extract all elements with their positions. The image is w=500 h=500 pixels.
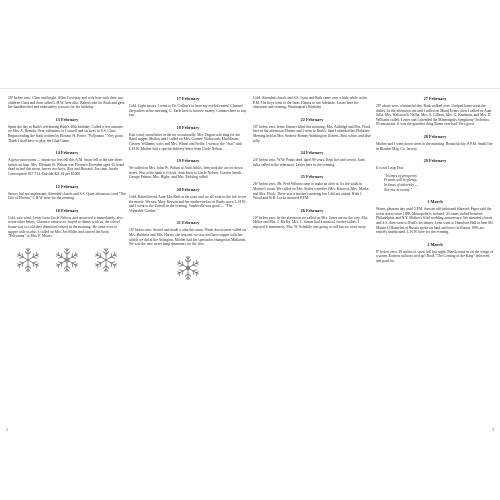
entry-body: It is not Leap Year. <box>376 166 404 171</box>
diary-entry <box>253 208 371 230</box>
entry-body: 24° below zero. W.W. Peaks died, aged 99 years. Kept fire and sewed. Aunt Julia called in the afternoon. Lester here in the evening. <box>253 158 365 167</box>
entry-date: 13 February <box>55 116 79 122</box>
entry-date: 20 February <box>176 186 200 192</box>
diary-entry <box>129 158 247 180</box>
diary-entry <box>129 96 247 118</box>
snowflake-icon <box>92 246 120 274</box>
entry-body: 28° below zero. Clear and bright. Allen Coventry and wife here with their two children Clara and Jean called L.H.W. here also. Baked cake for Ruth and gave her handkerchief and embroidery scissors for her birthday. <box>8 96 125 110</box>
entry-body: Mother and I went down street in the morning. Beautiful day. 8 P.M. Small fire in Blanket Mfg. Co. factory. <box>376 141 493 151</box>
diary-entry <box>376 199 494 235</box>
entry-body: Cold. Baked bread, Aunt Mrs Bath at the store and we all went to the fair to see the movie. We saw Mary Kerwin and her mother-in-law at Brady store. L.H.W. and I went to the Carroll in the evening. Vaudeville was good — "The Vegetable Garden." <box>129 194 247 213</box>
diary-entry <box>8 208 126 239</box>
diary-entry <box>253 96 371 110</box>
entry-body: 10° below zero. In the afternoon we called on Mrs. Jones across the way, Mrs. Miller and Mrs. J. Bielby. Mrs. L. Simon had a musical, twelve ladies, I enjoyed it immensely. Mrs. W. Schnible was going to call but we went away. <box>253 215 369 229</box>
entry-body: 16° below zero. Sewed and made a cake this noon. Water down street called on Mrs. Baldwin and Mrs. Harris, she insisted we stay and have supper with her, which we did at the Arlington. Mother had her spectacles changed at Midlands. We saw the new street lamp drummers for the first. <box>129 228 246 247</box>
diary-entry <box>376 96 494 127</box>
diary-entry <box>129 125 247 151</box>
diary-entry <box>253 117 371 143</box>
diary-entry <box>8 184 126 201</box>
column-2 <box>129 96 247 282</box>
entry-date: 24 February <box>300 150 324 156</box>
diary-entry <box>129 220 247 246</box>
entry-body: 26° below zero. Mr. Fred Wilson came to make an offer to fix the walls in Mother's room. We called on Mrs. Staley's mother (Mrs. Barrow), Mrs. Marks, and Mrs. Flack. There was a teacher's meeting but I did not attend. Ruth I. Wood and W.R. Locke married 8 P.M. <box>253 182 370 201</box>
entry-body: Warm, pleasant day until 5 P.M. then an old-fashioned blizzard. Paper said the worst storm since 1888. Metropolis is isolated, 23 trains stalled between Philadelphia and N.Y. Mother's 63rd wedding anniversary. We attended church and S.S. then went to Ruth's for dinner. Lynn went to Hamilton Hall to hear Mr. Martin Q Hanselus of Russia spoke on land and terror in Russia. 80% are entirely uneducated. L.H.W. here for the evening. <box>376 207 494 235</box>
entry-body: Cold. Attended church and S.S. Lynn and Ruth came over a little while in the P.M. The boys went to the farm. Elmira to see Adelaide. Lester here for afternoon and evening. Washington's Birthday <box>253 96 367 110</box>
entry-date: 27 February <box>423 96 447 101</box>
entry-body: Snowy but not unpleasant. Attended church and S.S. Quiet afternoon, read "The Life of Hoover" L.H.W. here for the evening. <box>8 191 126 201</box>
entry-date: 14 February <box>55 150 79 156</box>
entry-date: 2 March <box>427 241 443 247</box>
entry-body: 28° above zero, a beautiful day. Ruth walked over. I helped Irene wash the dishes. In the afternoon she and I called on Maud Evans, then I called on Aunt Julia. Mrs. Walsworth, Nellie, Mrs. A. Gilletts, Mrs. G. Kaufman, and Mrs. D. Williams called. Lester and I attended the Minneapolis Symphony Orchestra. 85 musicians. It was the grandest thing Rome ever had. Very good. <box>376 104 492 127</box>
diary-entry <box>8 150 126 176</box>
column-4 <box>376 96 494 270</box>
entry-date: 16 February <box>55 207 79 213</box>
snowflake-icon <box>174 254 202 282</box>
diary-entry <box>8 96 126 110</box>
diary-entry <box>376 134 494 151</box>
entry-date: 15 February <box>55 183 79 189</box>
diary-entry <box>376 158 494 192</box>
diary-entry <box>253 150 371 167</box>
entry-date: 26 February <box>300 207 324 213</box>
snowflake-icon <box>53 246 81 274</box>
page-top-rule <box>0 88 500 89</box>
column-3 <box>253 96 371 237</box>
page-number-left: 2 <box>6 427 8 432</box>
entry-body: A great snowstorm — about two feet fell this A.M. Snow fell at the rate three inches an hour. Mrs. Ellsman W. Wilson was Florence Errenden aged 43 found dead in bed this morn, leaves two boys, Roy and Howard. Tax time. Inside Conscription $17.714. Outside $21.34 per $1000 <box>8 158 125 176</box>
column-1 <box>8 96 126 274</box>
entry-body: We called on Mrs. John W. Wilson at Aunt Julia's, then took the car for down street. Was at the bank # o'clock. Sent letter to Uncle Nelson. Gordon Smith, George Palmer, Mrs. Higby, and Mrs. Fielding called. <box>129 166 243 180</box>
entry-body: 8° below zero. 18 inches of snow fell last night. Marsh came in on the wings of a storm. Eastern railways tied up! Book "The Coming of the King" delivered and paid for. <box>376 249 493 263</box>
diary-entry <box>8 117 126 143</box>
diary-entry <box>253 174 371 200</box>
entry-date: 17 February <box>176 96 200 101</box>
entry-date: 28 February <box>423 133 447 139</box>
entry-date: 29 February <box>423 158 447 164</box>
snowflake-row <box>129 254 247 282</box>
entry-body: 18° below zero. Irene Simon called this morning. Mrs. Aldridge and Mrs. Flack here in the afternoon Mother and I went to Ruth's, then I attended the Philathea Meeting held at Mrs. Andrew Bonner Washington flowers, Red, white, and blue jelly. <box>253 124 371 143</box>
entry-date: 1 March <box>427 199 443 205</box>
entry-date: 22 February <box>300 116 324 122</box>
entry-body: East wind, snowflakes in the air occasionally. Mrs. Dugan soliciting for the Band supper. Mother and I called on Mrs. Conner, Walsworth, MacMaster, Cleaver Williams' wife, and Mrs. Wheat and Nellie. I went to the "Star" with L.H.W. Mother had a special delivery letter from Uncle Nelson. <box>129 132 243 151</box>
entry-body: Cold, raw wind. Letter from Uncle Nelson, and answered it immediately, also wrote other letters. Clarence came over, stayed to dinner with us, the school house was so cold they dismissed school in the morning. He came over to supper with us also. I called on Mrs. Joe Miller and carried the book "Pollyanna" to Mrs. F. Morris. <box>8 215 123 239</box>
entry-date: 18 February <box>176 124 200 130</box>
entry-quote: "In times of prosperity Friends will be plenty; In times of adversity — Not one in twenty." <box>384 173 419 192</box>
entry-date: 25 February <box>300 174 324 180</box>
entry-date: 21 February <box>176 220 200 226</box>
diary-entry <box>129 187 247 213</box>
snowflake-row <box>8 246 126 274</box>
entry-body: Cold. Light snows. I went to Dr. Collins's to have my eyelid treated. Cleaned the parlors in the morning. C. Earle here to borrow money. Connors here to buy hay. <box>129 104 247 118</box>
page-number-right: 3 <box>492 427 494 432</box>
snowflake-icon <box>14 246 42 274</box>
entry-body: Spent the day at Ruth's celebrating Ruth's 40th birthday. Called a few minutes on Mrs. A. Remote. Sent valentines to Crowell and sis boys in S.S. Class. Began reading the book written by Eleanor H. Porter, "Pollyanna." Very good. Think I shall have to play the Glad Game. <box>8 124 124 143</box>
diary-entry <box>376 242 494 264</box>
entry-date: 19 February <box>176 158 200 164</box>
